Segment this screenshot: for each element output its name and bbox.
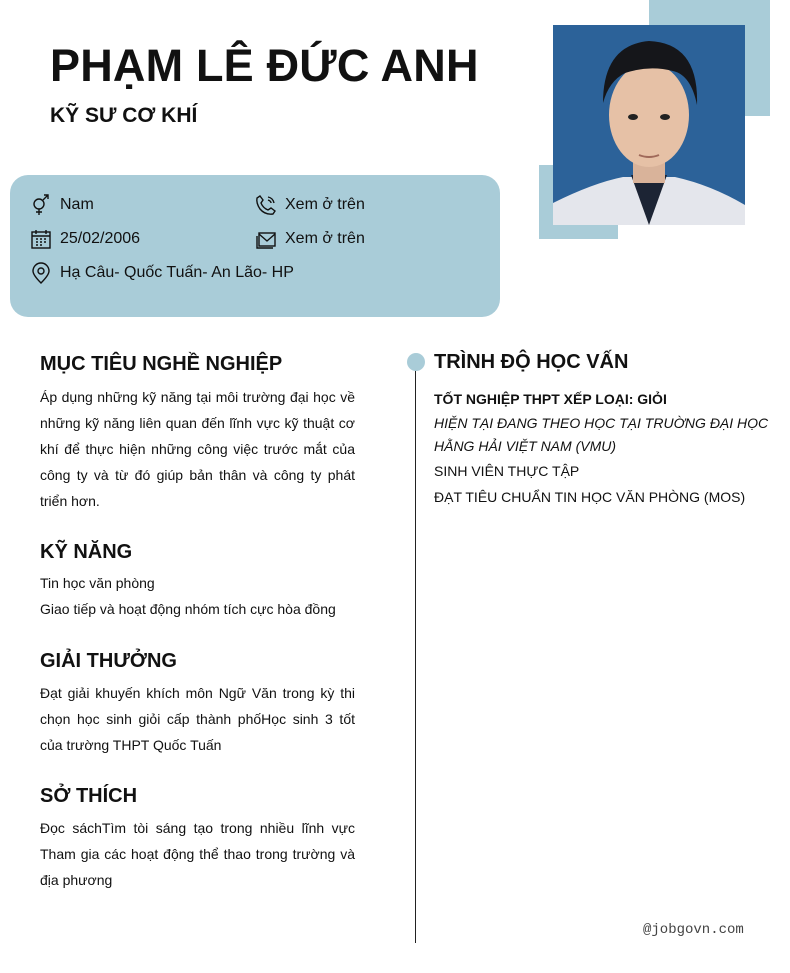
birthday-value: 25/02/2006: [60, 230, 141, 247]
awards-heading: GIẢI THƯỞNG: [40, 650, 177, 672]
email-value[interactable]: Xem ở trên: [285, 230, 365, 247]
education-item: SINH VIÊN THỰC TẬP: [434, 463, 580, 479]
profile-photo: [553, 25, 745, 225]
education-item: ĐẠT TIÊU CHUẨN TIN HỌC VĂN PHÒNG (MOS): [434, 489, 746, 505]
hobbies-heading: SỞ THÍCH: [40, 785, 138, 807]
timeline-dot: [407, 353, 425, 371]
calendar-icon: [30, 228, 52, 250]
location-pin-icon: [30, 262, 52, 284]
skill-item: Tin học văn phòng: [40, 575, 155, 591]
awards-text: Đạt giải khuyến khích môn Ngữ Văn trong kỳ thi chọn học sinh giỏi cấp thành phốHọc sinh 3 tốt của trường THPT Quốc Tuấn: [40, 685, 355, 753]
gender-value: Nam: [60, 196, 94, 213]
skills-heading: KỸ NĂNG: [40, 541, 133, 563]
phone-icon: [255, 194, 277, 216]
gender-icon: [30, 194, 52, 216]
phone-row: [255, 194, 365, 216]
email-row: [255, 228, 365, 250]
phone-value[interactable]: Xem ở trên: [285, 196, 365, 213]
address-value: Hạ Câu- Quốc Tuấn- An Lão- HP: [60, 264, 294, 281]
job-title: KỸ SƯ CƠ KHÍ: [50, 104, 198, 127]
candidate-name: PHẠM LÊ ĐỨC ANH: [50, 40, 479, 91]
hobbies-text: Đọc sáchTìm tòi sáng tạo trong nhiều lĩnh vực Tham gia các hoạt động thể thao trong trường và địa phương: [40, 820, 355, 888]
education-school-line2: HẰNG HẢI VIỆT NAM (VMU): [434, 438, 617, 454]
skill-item: Giao tiếp và hoạt động nhóm tích cực hòa đồng: [40, 601, 336, 617]
timeline-line: [415, 362, 416, 943]
objective-text: Áp dụng những kỹ năng tại môi trường đại học về những kỹ năng liên quan đến lĩnh vực kỹ thuật cơ khí để thực hiện những công việc trước mắt của công ty và từ đó giúp bản thân và công ty phát triển hơn.: [40, 389, 355, 509]
education-heading: TRÌNH ĐỘ HỌC VẤN: [434, 351, 629, 373]
education-school-line1: HIỆN TẠI ĐANG THEO HỌC TẠI TRUỜNG ĐẠI HỌC: [434, 415, 769, 431]
gender-row: [30, 194, 94, 216]
objective-heading: MỤC TIÊU NGHỀ NGHIỆP: [40, 353, 283, 375]
mail-icon: [255, 228, 277, 250]
education-headline: TỐT NGHIỆP THPT XẾP LOẠI: GIỎI: [434, 391, 667, 407]
watermark: @jobgovn.com: [643, 922, 744, 938]
birthday-row: [30, 228, 140, 250]
address-row: [30, 262, 294, 284]
